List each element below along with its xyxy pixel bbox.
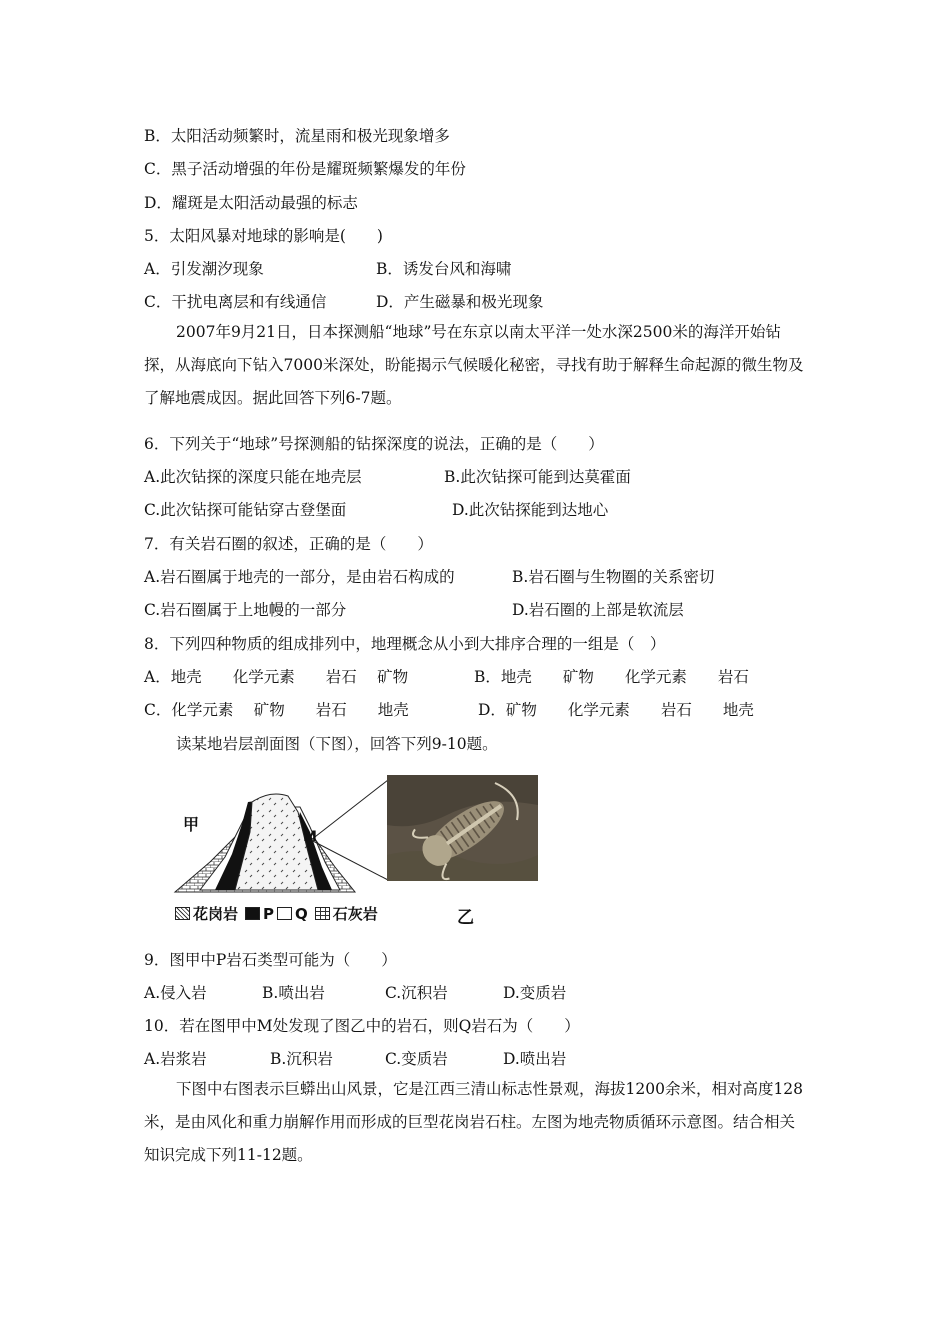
q9-option-d: D.变质岩 (503, 984, 567, 1002)
q7-option-b: B.岩石圈与生物圈的关系密切 (512, 568, 715, 586)
q6-option-a: A.此次钻探的深度只能在地壳层 (144, 468, 362, 486)
q9-option-a: A.侵入岩 (144, 984, 207, 1002)
q5-option-c: C．干扰电离层和有线通信 (144, 293, 327, 311)
passage-sanqingshan: 下图中右图表示巨蟒出山风景，它是江西三清山标志性景观，海拔1200余米，相对高度128米，是由风化和重力崩解作用而形成的巨型花岗岩石柱。左图为地壳物质循环示意图。结合相关知识完成下列11-12题。 (144, 1080, 804, 1164)
figure-legend (175, 903, 378, 924)
figure-label-yi: 乙 (457, 908, 474, 928)
q10-option-a: A.岩浆岩 (144, 1050, 207, 1068)
figure-label-jia: 甲 (183, 815, 200, 834)
granite-swatch (175, 907, 190, 920)
legend-q-label: Q (295, 904, 308, 923)
q10-option-b: B.沉积岩 (270, 1050, 333, 1068)
q4-option-b: B．太阳活动频繁时，流星雨和极光现象增多 (144, 127, 450, 145)
q7-option-c: C.岩石圈属于上地幔的一部分 (144, 601, 347, 619)
question-6: 6．下列关于“地球”号探测船的钻探深度的说法，正确的是（ ） (144, 435, 604, 453)
question-7: 7．有关岩石圈的叙述，正确的是（ ） (144, 535, 433, 553)
question-5: 5．太阳风暴对地球的影响是( ) (144, 227, 383, 245)
limestone-swatch (315, 907, 330, 920)
q6-option-d: D.此次钻探能到达地心 (452, 501, 609, 519)
passage-rock-profile: 读某地岩层剖面图（下图），回答下列9-10题。 (176, 735, 498, 753)
q8-option-d: D．矿物 化学元素 岩石 地壳 (478, 701, 754, 719)
passage-drilling: 2007年9月21日，日本探测船“地球”号在东京以南太平洋一处水深2500米的海洋开始钻探，从海底向下钻入7000米深处，盼能揭示气候暖化秘密，寻找有助于解释生命起源的微生物及了解地震成因。据此回答下列6-7题。 (144, 323, 804, 407)
q4-option-d: D．耀斑是太阳活动最强的标志 (144, 194, 358, 212)
legend-p-label: P (263, 904, 275, 923)
q6-option-c: C.此次钻探可能钻穿古登堡面 (144, 501, 347, 519)
legend-limestone-label: 石灰岩 (332, 905, 378, 923)
q10-option-d: D.喷出岩 (503, 1050, 567, 1068)
q9-option-c: C.沉积岩 (385, 984, 448, 1002)
legend-granite-label: 花岗岩 (193, 905, 239, 923)
q10-option-c: C.变质岩 (385, 1050, 448, 1068)
q5-option-d: D．产生磁暴和极光现象 (376, 293, 544, 311)
q-swatch (277, 907, 292, 920)
q8-option-c: C．化学元素 矿物 岩石 地壳 (144, 701, 409, 719)
question-9: 9．图甲中P岩石类型可能为（ ） (144, 951, 397, 969)
q5-option-a: A．引发潮汐现象 (144, 260, 264, 278)
q8-option-a: A．地壳 化学元素 岩石 矿物 (144, 668, 409, 686)
q4-option-c: C．黑子活动增强的年份是耀斑频繁爆发的年份 (144, 160, 466, 178)
q5-option-b: B．诱发台风和海啸 (376, 260, 512, 278)
figure-label-m: M (303, 829, 317, 845)
trilobite-fossil-photo (387, 775, 538, 881)
question-8: 8．下列四种物质的组成排列中，地理概念从小到大排序合理的一组是（ ） (144, 635, 666, 653)
q9-option-b: B.喷出岩 (262, 984, 325, 1002)
question-10: 10．若在图甲中M处发现了图乙中的岩石，则Q岩石为（ ） (144, 1017, 580, 1035)
q7-option-a: A.岩石圈属于地壳的一部分，是由岩石构成的 (144, 568, 455, 586)
q6-option-b: B.此次钻探可能到达莫霍面 (444, 468, 631, 486)
q8-option-b: B．地壳 矿物 化学元素 岩石 (474, 668, 749, 686)
p-swatch (245, 907, 260, 920)
q7-option-d: D.岩石圈的上部是软流层 (512, 601, 684, 619)
